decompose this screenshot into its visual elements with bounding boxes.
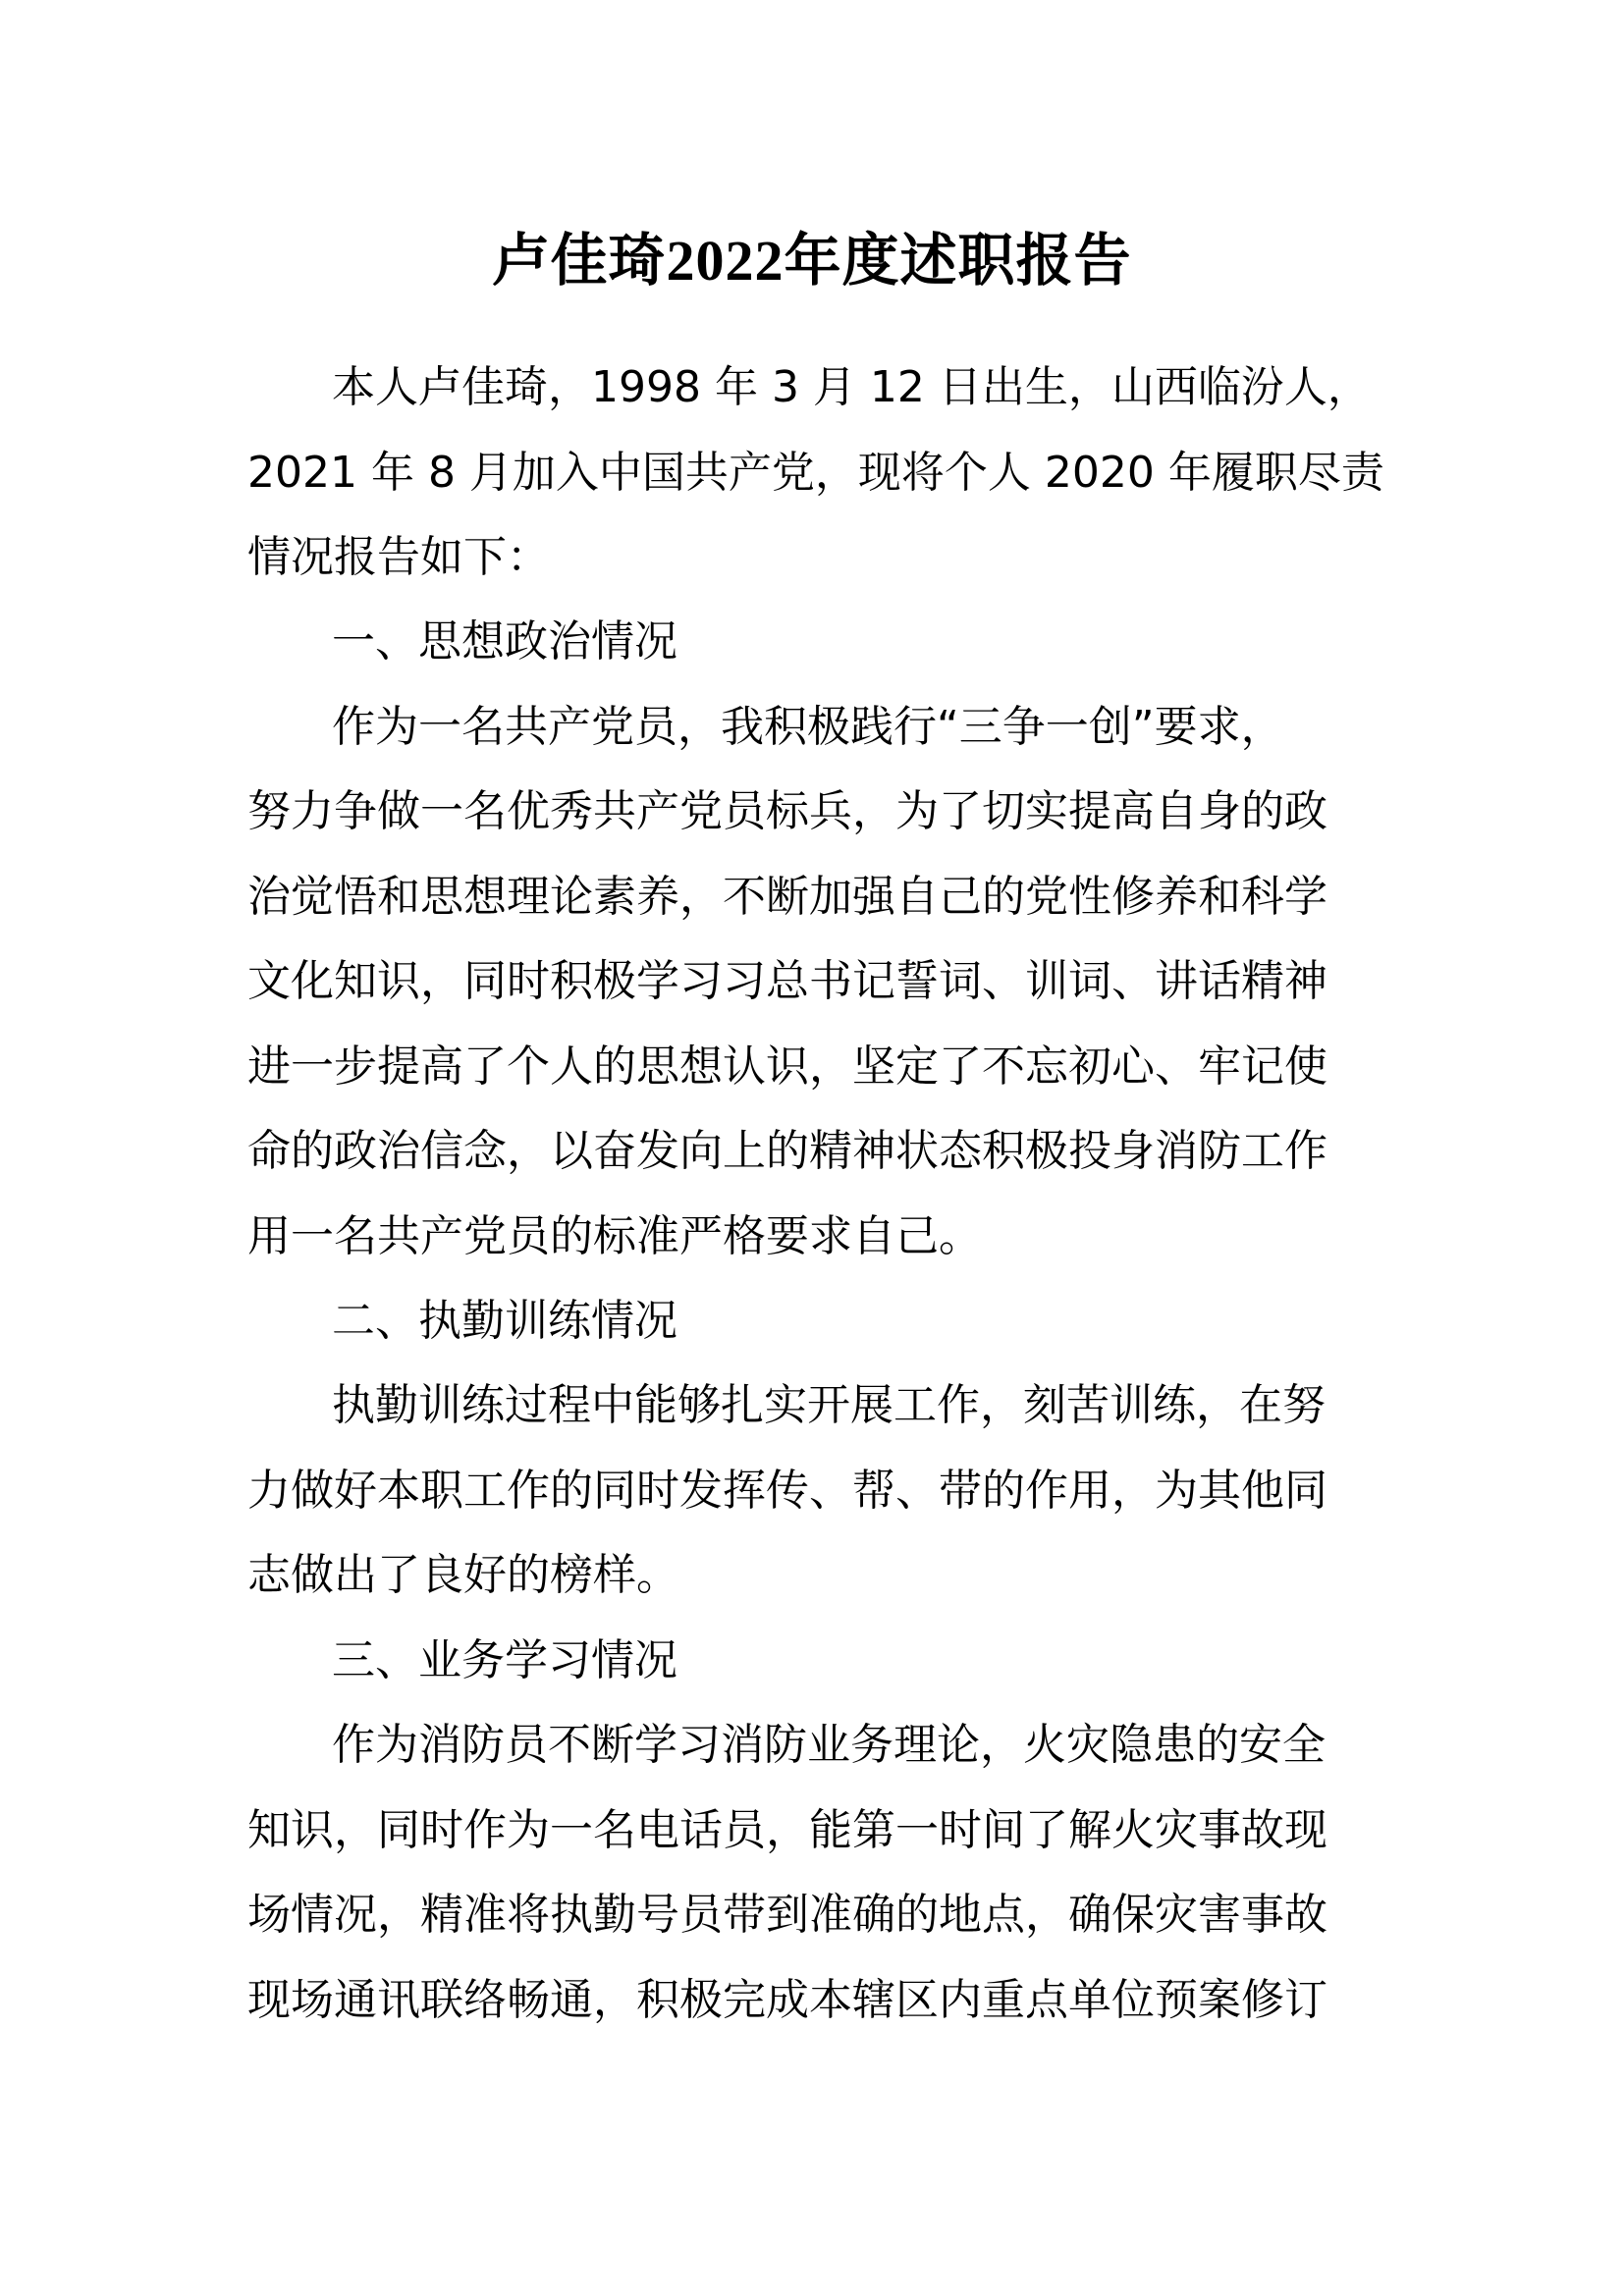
- section-1-line-7: 用一名共产党员的标准严格要求自己。: [247, 1211, 982, 1261]
- intro-line-1: 本人卢佳琦，1998 年 3 月 12 日出生，山西临汾人，: [332, 362, 1371, 412]
- section-3-line-2: 知识，同时作为一名电话员，能第一时间了解火灾事故现: [247, 1805, 1327, 1855]
- intro-line-3: 情况报告如下：: [247, 532, 550, 582]
- section-3-line-4: 现场通讯联络畅通，积极完成本辖区内重点单位预案修订: [247, 1975, 1327, 2025]
- section-2-line-1: 执勤训练过程中能够扎实开展工作，刻苦训练，在努: [332, 1380, 1326, 1430]
- section-1-line-4: 文化知识，同时积极学习习总书记誓词、训词、讲话精神: [247, 956, 1327, 1006]
- section-1-line-2: 努力争做一名优秀共产党员标兵，为了切实提高自身的政: [247, 786, 1327, 836]
- section-1-line-5: 进一步提高了个人的思想认识，坚定了不忘初心、牢记使: [247, 1041, 1327, 1092]
- section-heading-2: 二、执勤训练情况: [332, 1296, 677, 1346]
- section-heading-1: 一、思想政治情况: [332, 616, 677, 667]
- section-3-line-3: 场情况，精准将执勤号员带到准确的地点，确保灾害事故: [247, 1890, 1327, 1940]
- section-2-line-2: 力做好本职工作的同时发挥传、帮、带的作用，为其他同: [247, 1466, 1327, 1516]
- section-1-line-3: 治觉悟和思想理论素养，不断加强自己的党性修养和科学: [247, 872, 1327, 922]
- document-title: 卢佳琦2022年度述职报告: [492, 229, 1132, 293]
- section-3-line-1: 作为消防员不断学习消防业务理论，火灾隐患的安全: [332, 1720, 1326, 1770]
- section-heading-3: 三、业务学习情况: [332, 1635, 677, 1685]
- section-1-line-6: 命的政治信念，以奋发向上的精神状态积极投身消防工作: [247, 1126, 1327, 1176]
- section-1-line-1: 作为一名共产党员，我积极践行“三争一创”要求，: [332, 702, 1284, 752]
- intro-line-2: 2021 年 8 月加入中国共产党，现将个人 2020 年履职尽责: [247, 448, 1384, 498]
- section-2-line-3: 志做出了良好的榜样。: [247, 1550, 679, 1600]
